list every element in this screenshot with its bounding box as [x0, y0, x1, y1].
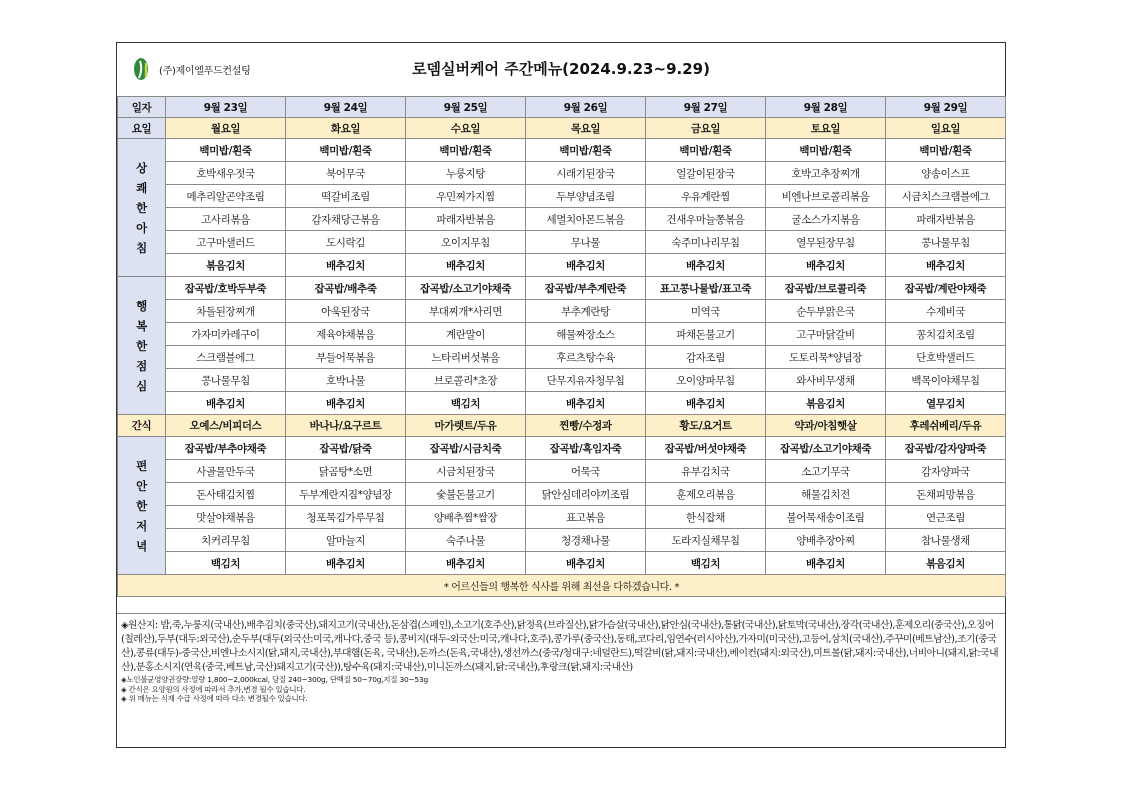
dinner-dish: 도라지실채무침 — [646, 529, 766, 552]
breakfast-section — [118, 139, 1006, 277]
lunch-row — [118, 277, 1006, 300]
lunch-dish: 콩나물무침 — [166, 369, 286, 392]
menu-sheet — [116, 42, 1006, 748]
dinner-dish: 알마늘지 — [286, 529, 406, 552]
breakfast-dish: 무나물 — [526, 231, 646, 254]
lunch-dish: 잡곡밥/배추죽 — [286, 277, 406, 300]
date-cell: 9월 29일 — [886, 97, 1006, 118]
lunch-dish: 잡곡밥/브로콜리죽 — [766, 277, 886, 300]
dinner-dish: 소고기무국 — [766, 460, 886, 483]
breakfast-dish: 열무된장무침 — [766, 231, 886, 254]
lunch-dish: 부대찌개*사리면 — [406, 300, 526, 323]
weekday-cell: 목요일 — [526, 118, 646, 139]
breakfast-dish: 굴소스가지볶음 — [766, 208, 886, 231]
lunch-dish: 차돌된장찌개 — [166, 300, 286, 323]
dinner-label-char: 한 — [136, 498, 147, 513]
origin-text: ◈원산지: 밥,죽,누룽지(국내산),배추김치(중국산),돼지고기(국내산),돈삼겹(스페인),소고기(호주산),닭정육(브라질산),닭가슴살(국내산),닭안심(국내산),통닭(국내산),닭토막(국내산),장각(국내산),훈제오리(중국산),오징어(칠레산),두부(대두:외국산),순두부(대두(외국산:미국,캐나다,중국 등),콩비지(대두-외국산:미국,캐나다,호주),콩가루(중국산),동태,코다리,임연수(러시아산),가자미(미국산),고등어,삼치(국내산),주꾸미(베트남산),조기(중국산),콩류(대두)-중국산,비엔나소시지(닭,돼지,국내산),부대햄(돈육, 국내산),돈까스(돈육,국내산),생선까스(중국/청대구:네덜란드),떡갈비(닭,돼지:국내산),베이컨(돼지:외국산),미트볼(닭,돼지:국내산),너비아니(돼지,닭:국내산),분홍소시지(연육(중국,베트남,국산)돼지고기(국산)),탕수육(돼지:국내산),미니돈까스(돼지,닭:국내산),후랑크(닭,돼지:국내산) — [121, 620, 999, 673]
dinner-dish: 돈채피망볶음 — [886, 483, 1006, 506]
dinner-dish: 두부계란지짐*양념장 — [286, 483, 406, 506]
breakfast-dish: 오이지무침 — [406, 231, 526, 254]
lunch-label-char: 행 — [136, 298, 147, 313]
breakfast-dish: 백미밥/흰죽 — [766, 139, 886, 162]
dinner-label-char: 편 — [136, 458, 147, 473]
company-name: (주)제이엘푸드컨설팅 — [159, 65, 251, 77]
breakfast-dish: 시금치스크램블에그 — [886, 185, 1006, 208]
dinner-label-char: 저 — [136, 518, 147, 533]
dinner-dish: 맛살야채볶음 — [166, 506, 286, 529]
dinner-dish: 배추김치 — [406, 552, 526, 575]
breakfast-dish: 배추김치 — [286, 254, 406, 277]
dinner-dish: 유부김치국 — [646, 460, 766, 483]
menu-change-note: ◈ 위 메뉴는 식재 수급 사정에 따라 다소 변경될수 있습니다. — [121, 694, 308, 703]
lunch-row — [118, 323, 1006, 346]
breakfast-dish: 메추리알곤약조림 — [166, 185, 286, 208]
breakfast-dish: 건새우마늘쫑볶음 — [646, 208, 766, 231]
footer-note: * 어르신들의 행복한 식사를 위해 최선을 다하겠습니다. * — [118, 575, 1006, 597]
breakfast-dish: 도시락김 — [286, 231, 406, 254]
breakfast-dish: 파래자반볶음 — [886, 208, 1006, 231]
nutrition-note: ◈노인볼균영양권장량:열량 1,800~2,000kcal, 당질 240~300g, 단백질 50~70g,지질 30~53g — [121, 675, 428, 684]
snack-cell: 찐빵/수정과 — [526, 415, 646, 437]
breakfast-row — [118, 139, 1006, 162]
dinner-dish: 양배추장아찌 — [766, 529, 886, 552]
dinner-label — [118, 437, 166, 575]
snack-cell: 바나나/요구르트 — [286, 415, 406, 437]
dinner-dish: 배추김치 — [286, 552, 406, 575]
breakfast-dish: 백미밥/흰죽 — [646, 139, 766, 162]
dinner-dish: 표고볶음 — [526, 506, 646, 529]
breakfast-dish: 호박새우젓국 — [166, 162, 286, 185]
lunch-dish: 제육야채볶음 — [286, 323, 406, 346]
breakfast-label-char: 쾌 — [136, 180, 147, 195]
dinner-dish: 잡곡밥/부추야채죽 — [166, 437, 286, 460]
dinner-label-char: 녁 — [136, 538, 147, 553]
lunch-dish: 후르츠탕수육 — [526, 346, 646, 369]
lunch-dish: 백김치 — [406, 392, 526, 415]
dinner-section — [118, 437, 1006, 575]
lunch-dish: 스크램블에그 — [166, 346, 286, 369]
dinner-dish: 어묵국 — [526, 460, 646, 483]
breakfast-dish: 백미밥/흰죽 — [886, 139, 1006, 162]
breakfast-label — [118, 139, 166, 277]
breakfast-dish: 시래기된장국 — [526, 162, 646, 185]
breakfast-dish: 고구마샐러드 — [166, 231, 286, 254]
lunch-row — [118, 392, 1006, 415]
dinner-dish: 배추김치 — [526, 552, 646, 575]
breakfast-dish: 콩나물무침 — [886, 231, 1006, 254]
dinner-dish: 해물김치전 — [766, 483, 886, 506]
page-title: 로뎀실버케어 주간메뉴(2024.9.23~9.29) — [412, 60, 710, 78]
lunch-dish: 백목이야채무침 — [886, 369, 1006, 392]
dinner-dish: 잡곡밥/소고기야채죽 — [766, 437, 886, 460]
lunch-dish: 열무김치 — [886, 392, 1006, 415]
weekday-cell: 화요일 — [286, 118, 406, 139]
lunch-label-char: 점 — [136, 358, 147, 373]
lunch-dish: 호박나물 — [286, 369, 406, 392]
dinner-row — [118, 552, 1006, 575]
breakfast-dish: 누룽지탕 — [406, 162, 526, 185]
lunch-dish: 단호박샐러드 — [886, 346, 1006, 369]
dinner-row — [118, 437, 1006, 460]
dinner-dish: 잡곡밥/흑임자죽 — [526, 437, 646, 460]
dinner-dish: 참나물생채 — [886, 529, 1006, 552]
snack-cell: 오예스/비피더스 — [166, 415, 286, 437]
breakfast-dish: 우민찌가지찜 — [406, 185, 526, 208]
lunch-dish: 배추김치 — [526, 392, 646, 415]
breakfast-row — [118, 185, 1006, 208]
breakfast-dish: 백미밥/흰죽 — [406, 139, 526, 162]
lunch-dish: 와사비무생채 — [766, 369, 886, 392]
lunch-dish: 배추김치 — [166, 392, 286, 415]
breakfast-dish: 배추김치 — [766, 254, 886, 277]
dinner-dish: 잡곡밥/닭죽 — [286, 437, 406, 460]
lunch-dish: 수제비국 — [886, 300, 1006, 323]
dinner-dish: 숯불돈불고기 — [406, 483, 526, 506]
dinner-dish: 잡곡밥/시금치죽 — [406, 437, 526, 460]
lunch-dish: 파채돈불고기 — [646, 323, 766, 346]
breakfast-dish: 볶음김치 — [166, 254, 286, 277]
lunch-dish: 브로콜리*초장 — [406, 369, 526, 392]
lunch-dish: 잡곡밥/소고기야채죽 — [406, 277, 526, 300]
footer-note-row — [118, 575, 1006, 597]
lunch-dish: 감자조림 — [646, 346, 766, 369]
dinner-dish: 백김치 — [646, 552, 766, 575]
lunch-dish: 배추김치 — [646, 392, 766, 415]
dinner-dish: 연근조림 — [886, 506, 1006, 529]
dinner-dish: 양배추찜*쌈장 — [406, 506, 526, 529]
dinner-dish: 사골물만두국 — [166, 460, 286, 483]
lunch-dish: 가자미카레구이 — [166, 323, 286, 346]
date-cell: 9월 23일 — [166, 97, 286, 118]
breakfast-dish: 고사리볶음 — [166, 208, 286, 231]
snack-cell: 마가렛트/두유 — [406, 415, 526, 437]
breakfast-dish: 배추김치 — [646, 254, 766, 277]
breakfast-dish: 배추김치 — [406, 254, 526, 277]
dinner-dish: 백김치 — [166, 552, 286, 575]
dinner-dish: 닭곰탕*소면 — [286, 460, 406, 483]
breakfast-label-char: 한 — [136, 200, 147, 215]
snack-change-note: ◈ 간식은 요양원의 사정에 따라서 추가,변경 될수 있습니다. — [121, 684, 306, 694]
lunch-dish: 볶음김치 — [766, 392, 886, 415]
breakfast-dish: 백미밥/흰죽 — [286, 139, 406, 162]
dinner-dish: 청경채나물 — [526, 529, 646, 552]
lunch-row — [118, 369, 1006, 392]
lunch-dish: 느타리버섯볶음 — [406, 346, 526, 369]
date-cell: 9월 24일 — [286, 97, 406, 118]
breakfast-dish: 우유계란찜 — [646, 185, 766, 208]
dinner-dish: 불어묵새송이조림 — [766, 506, 886, 529]
snack-row — [118, 415, 1006, 437]
breakfast-dish: 파래자반볶음 — [406, 208, 526, 231]
lunch-dish: 꽁치김치조림 — [886, 323, 1006, 346]
lunch-dish: 고구마닭갈비 — [766, 323, 886, 346]
breakfast-row — [118, 254, 1006, 277]
date-cell: 9월 27일 — [646, 97, 766, 118]
dinner-dish: 숙주나물 — [406, 529, 526, 552]
breakfast-dish: 백미밥/흰죽 — [166, 139, 286, 162]
lunch-label-char: 한 — [136, 338, 147, 353]
breakfast-row — [118, 208, 1006, 231]
sheet-header — [117, 43, 1005, 97]
lunch-label — [118, 277, 166, 415]
lunch-dish: 부추계란탕 — [526, 300, 646, 323]
dinner-dish: 치커리무침 — [166, 529, 286, 552]
breakfast-label-char: 상 — [136, 160, 147, 175]
breakfast-dish: 떡갈비조림 — [286, 185, 406, 208]
breakfast-dish: 배추김치 — [886, 254, 1006, 277]
breakfast-label-char: 아 — [136, 220, 147, 235]
lunch-dish: 도토리묵*양념장 — [766, 346, 886, 369]
origin-info — [117, 613, 1005, 749]
date-cell: 9월 28일 — [766, 97, 886, 118]
dinner-dish: 청포묵김가루무침 — [286, 506, 406, 529]
lunch-row — [118, 346, 1006, 369]
dinner-label-char: 안 — [136, 478, 147, 493]
date-label: 일자 — [118, 97, 166, 118]
breakfast-dish: 세멸치아몬드볶음 — [526, 208, 646, 231]
dinner-row — [118, 506, 1006, 529]
weekday-row — [118, 118, 1006, 139]
weekday-cell: 월요일 — [166, 118, 286, 139]
weekday-cell: 수요일 — [406, 118, 526, 139]
dinner-dish: 감자양파국 — [886, 460, 1006, 483]
dinner-row — [118, 529, 1006, 552]
breakfast-dish: 북어무국 — [286, 162, 406, 185]
weekday-label: 요일 — [118, 118, 166, 139]
breakfast-dish: 숙주미나리무침 — [646, 231, 766, 254]
dinner-dish: 한식잡채 — [646, 506, 766, 529]
breakfast-dish: 호박고추장찌개 — [766, 162, 886, 185]
lunch-dish: 계란말이 — [406, 323, 526, 346]
lunch-dish: 미역국 — [646, 300, 766, 323]
weekday-cell: 일요일 — [886, 118, 1006, 139]
dinner-dish: 배추김치 — [766, 552, 886, 575]
breakfast-dish: 배추김치 — [526, 254, 646, 277]
breakfast-label-char: 침 — [136, 240, 147, 255]
breakfast-row — [118, 231, 1006, 254]
date-row — [118, 97, 1006, 118]
lunch-dish: 배추김치 — [286, 392, 406, 415]
lunch-label-char: 심 — [136, 378, 147, 393]
dinner-dish: 잡곡밥/감자양파죽 — [886, 437, 1006, 460]
weekly-menu-table — [117, 96, 1006, 597]
dinner-dish: 돈사태김치찜 — [166, 483, 286, 506]
lunch-dish: 부들어묵볶음 — [286, 346, 406, 369]
weekday-cell: 금요일 — [646, 118, 766, 139]
dinner-dish: 닭안심데리야끼조림 — [526, 483, 646, 506]
lunch-dish: 잡곡밥/부추계란죽 — [526, 277, 646, 300]
lunch-dish: 순두부맑은국 — [766, 300, 886, 323]
dinner-dish: 훈제오리볶음 — [646, 483, 766, 506]
date-cell: 9월 26일 — [526, 97, 646, 118]
lunch-dish: 단무지유자청무침 — [526, 369, 646, 392]
lunch-dish: 표고콩나물밥/표고죽 — [646, 277, 766, 300]
breakfast-row — [118, 162, 1006, 185]
breakfast-dish: 비엔나브로콜리볶음 — [766, 185, 886, 208]
snack-cell: 황도/요거트 — [646, 415, 766, 437]
breakfast-dish: 두부양념조림 — [526, 185, 646, 208]
weekday-cell: 토요일 — [766, 118, 886, 139]
breakfast-dish: 감자채당근볶음 — [286, 208, 406, 231]
dinner-row — [118, 460, 1006, 483]
breakfast-dish: 얼갈이된장국 — [646, 162, 766, 185]
dinner-dish: 시금치된장국 — [406, 460, 526, 483]
lunch-dish: 오이양파무침 — [646, 369, 766, 392]
dinner-dish: 잡곡밥/버섯야채죽 — [646, 437, 766, 460]
snack-cell: 약과/아침햇살 — [766, 415, 886, 437]
lunch-row — [118, 300, 1006, 323]
lunch-dish: 잡곡밥/계란야채죽 — [886, 277, 1006, 300]
snack-label: 간식 — [118, 415, 166, 437]
snack-cell: 후레쉬베리/두유 — [886, 415, 1006, 437]
lunch-section — [118, 277, 1006, 415]
dinner-dish: 볶음김치 — [886, 552, 1006, 575]
lunch-dish: 잡곡밥/호박두부죽 — [166, 277, 286, 300]
lunch-label-char: 복 — [136, 318, 147, 333]
dinner-row — [118, 483, 1006, 506]
breakfast-dish: 양송이스프 — [886, 162, 1006, 185]
lunch-dish: 아욱된장국 — [286, 300, 406, 323]
date-cell: 9월 25일 — [406, 97, 526, 118]
lunch-dish: 해물짜장소스 — [526, 323, 646, 346]
breakfast-dish: 백미밥/흰죽 — [526, 139, 646, 162]
